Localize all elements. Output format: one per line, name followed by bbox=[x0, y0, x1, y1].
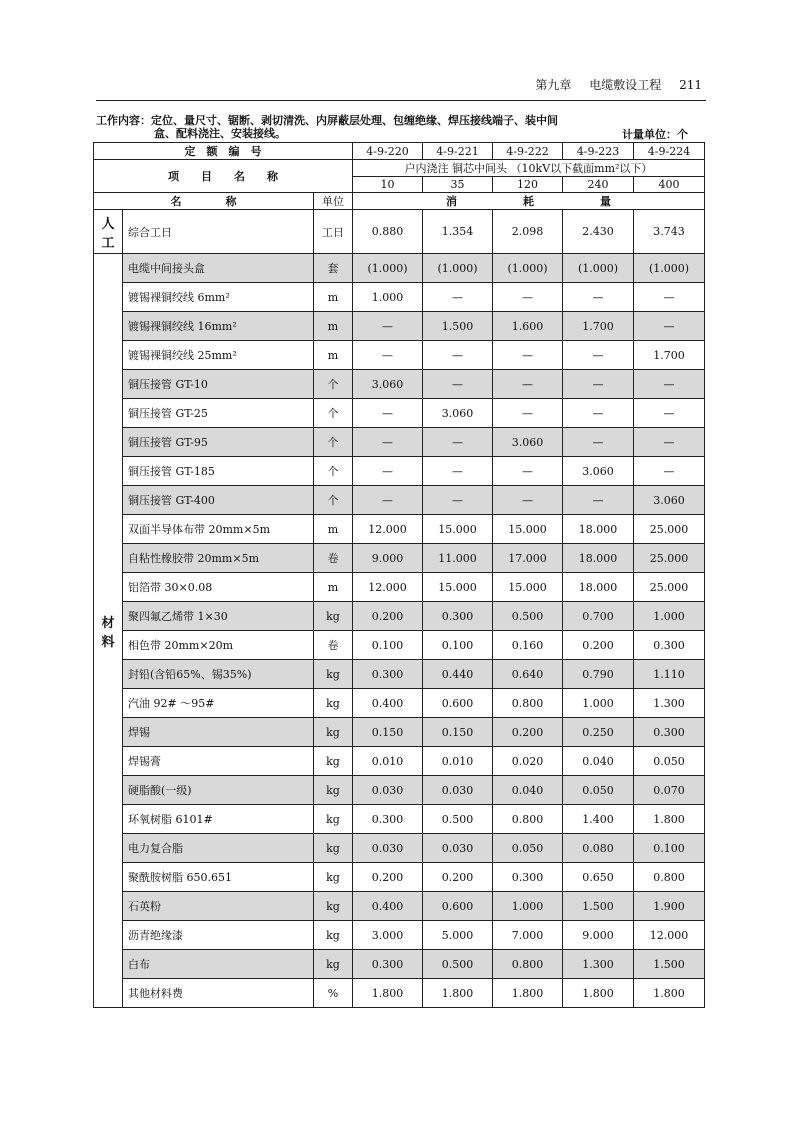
material-unit: kg bbox=[314, 776, 353, 805]
material-value: 1.500 bbox=[634, 950, 705, 979]
material-value: — bbox=[563, 283, 634, 312]
material-unit: 个 bbox=[314, 370, 353, 399]
material-value: 12.000 bbox=[353, 515, 423, 544]
material-name: 焊锡 bbox=[123, 718, 314, 747]
material-name: 镀锡裸铜绞线 25mm² bbox=[123, 341, 314, 370]
material-row bbox=[94, 863, 705, 892]
material-value: — bbox=[493, 370, 563, 399]
material-value: 3.060 bbox=[634, 486, 705, 515]
labor-name: 综合工日 bbox=[123, 210, 314, 254]
material-unit: 个 bbox=[314, 457, 353, 486]
consume-char: 量 bbox=[600, 195, 611, 208]
material-name: 电缆中间接头盒 bbox=[123, 254, 314, 283]
material-value: — bbox=[423, 341, 493, 370]
size-cell: 400 bbox=[634, 177, 705, 193]
material-value: 0.050 bbox=[634, 747, 705, 776]
labor-cat-char: 工 bbox=[101, 235, 115, 251]
material-value: 1.000 bbox=[493, 892, 563, 921]
material-value: 1.300 bbox=[563, 950, 634, 979]
material-value: — bbox=[563, 486, 634, 515]
material-value: — bbox=[353, 341, 423, 370]
material-name: 铜压接管 GT-10 bbox=[123, 370, 314, 399]
material-name: 环氧树脂 6101# bbox=[123, 805, 314, 834]
material-name: 镀锡裸铜绞线 6mm² bbox=[123, 283, 314, 312]
size-cell: 10 bbox=[353, 177, 423, 193]
work-label: 工作内容： bbox=[96, 114, 151, 127]
material-value: (1.000) bbox=[353, 254, 423, 283]
labor-value: 3.743 bbox=[634, 210, 705, 254]
material-unit: 卷 bbox=[314, 631, 353, 660]
material-value: (1.000) bbox=[423, 254, 493, 283]
material-row bbox=[94, 718, 705, 747]
material-value: 0.400 bbox=[353, 689, 423, 718]
material-value: 0.040 bbox=[493, 776, 563, 805]
material-value: — bbox=[634, 457, 705, 486]
material-value: 1.000 bbox=[634, 602, 705, 631]
material-value: 12.000 bbox=[353, 573, 423, 602]
consume-char: 耗 bbox=[523, 195, 534, 208]
material-value: 12.000 bbox=[634, 921, 705, 950]
material-value: 1.500 bbox=[563, 892, 634, 921]
material-value: — bbox=[634, 283, 705, 312]
page-header bbox=[521, 76, 702, 93]
material-name: 汽油 92# ～95# bbox=[123, 689, 314, 718]
size-cell: 120 bbox=[493, 177, 563, 193]
material-name: 铝箔带 30×0.08 bbox=[123, 573, 314, 602]
material-row bbox=[94, 776, 705, 805]
material-value: 0.050 bbox=[493, 834, 563, 863]
material-value: — bbox=[493, 341, 563, 370]
work-line-1: 定位、量尺寸、锯断、剥切清洗、内屏蔽层处理、包缠绝缘、焊压接线端子、装中间 bbox=[151, 114, 558, 127]
material-row bbox=[94, 892, 705, 921]
column-header-row bbox=[94, 193, 705, 210]
material-value: (1.000) bbox=[493, 254, 563, 283]
material-value: 0.010 bbox=[353, 747, 423, 776]
material-unit: kg bbox=[314, 834, 353, 863]
material-unit: kg bbox=[314, 950, 353, 979]
material-value: 1.400 bbox=[563, 805, 634, 834]
material-unit: m bbox=[314, 283, 353, 312]
item-label: 项 目 名 称 bbox=[94, 160, 353, 193]
material-value: 0.300 bbox=[353, 660, 423, 689]
material-value: 0.640 bbox=[493, 660, 563, 689]
material-value: 1.800 bbox=[423, 979, 493, 1008]
material-value: 0.800 bbox=[493, 805, 563, 834]
work-content bbox=[96, 114, 706, 140]
material-row bbox=[94, 370, 705, 399]
material-value: 0.200 bbox=[563, 631, 634, 660]
material-value: 0.200 bbox=[353, 863, 423, 892]
material-value: 0.650 bbox=[563, 863, 634, 892]
material-value: 0.100 bbox=[353, 631, 423, 660]
material-unit: kg bbox=[314, 892, 353, 921]
material-name: 铜压接管 GT-95 bbox=[123, 428, 314, 457]
material-value: 0.800 bbox=[634, 863, 705, 892]
material-value: 0.070 bbox=[634, 776, 705, 805]
material-value: 0.300 bbox=[634, 718, 705, 747]
material-unit: 个 bbox=[314, 399, 353, 428]
material-value: 0.030 bbox=[353, 834, 423, 863]
material-unit: % bbox=[314, 979, 353, 1008]
material-name: 电力复合脂 bbox=[123, 834, 314, 863]
labor-value: 2.098 bbox=[493, 210, 563, 254]
material-unit: kg bbox=[314, 921, 353, 950]
material-value: 0.150 bbox=[353, 718, 423, 747]
material-value: 5.000 bbox=[423, 921, 493, 950]
material-value: 3.060 bbox=[423, 399, 493, 428]
material-name: 铜压接管 GT-400 bbox=[123, 486, 314, 515]
material-row bbox=[94, 341, 705, 370]
material-value: 0.500 bbox=[493, 602, 563, 631]
material-category bbox=[94, 254, 123, 1008]
code-cell: 4-9-222 bbox=[493, 143, 563, 160]
material-value: 7.000 bbox=[493, 921, 563, 950]
material-row bbox=[94, 660, 705, 689]
material-value: 0.010 bbox=[423, 747, 493, 776]
material-name: 沥青绝缘漆 bbox=[123, 921, 314, 950]
material-value: 0.200 bbox=[423, 863, 493, 892]
unit-header: 单位 bbox=[314, 193, 353, 210]
chapter-title: 电缆敷设工程 bbox=[589, 78, 662, 92]
size-cell: 35 bbox=[423, 177, 493, 193]
material-name: 铜压接管 GT-25 bbox=[123, 399, 314, 428]
material-value: (1.000) bbox=[634, 254, 705, 283]
size-cell: 240 bbox=[563, 177, 634, 193]
material-value: — bbox=[423, 428, 493, 457]
material-value: 0.800 bbox=[493, 950, 563, 979]
labor-cat-char: 人 bbox=[101, 216, 115, 232]
page-number: 211 bbox=[679, 78, 702, 92]
consumption-header bbox=[353, 193, 705, 210]
material-value: 3.000 bbox=[353, 921, 423, 950]
material-row bbox=[94, 805, 705, 834]
material-row bbox=[94, 515, 705, 544]
material-value: 3.060 bbox=[563, 457, 634, 486]
material-value: 15.000 bbox=[493, 573, 563, 602]
material-value: — bbox=[634, 370, 705, 399]
material-value: 25.000 bbox=[634, 544, 705, 573]
labor-row bbox=[94, 210, 705, 254]
material-value: 0.150 bbox=[423, 718, 493, 747]
material-row bbox=[94, 950, 705, 979]
material-value: 25.000 bbox=[634, 573, 705, 602]
material-name: 镀锡裸铜绞线 16mm² bbox=[123, 312, 314, 341]
material-value: — bbox=[493, 283, 563, 312]
material-row bbox=[94, 312, 705, 341]
material-name: 聚酰胺树脂 650.651 bbox=[123, 863, 314, 892]
material-unit: kg bbox=[314, 863, 353, 892]
material-row bbox=[94, 747, 705, 776]
material-value: 0.040 bbox=[563, 747, 634, 776]
item-title: 户内浇注 铜芯中间头 （10kV以下截面mm²以下） bbox=[353, 160, 705, 177]
material-value: — bbox=[353, 486, 423, 515]
material-value: 0.500 bbox=[423, 950, 493, 979]
material-unit: kg bbox=[314, 718, 353, 747]
material-name: 自粘性橡胶带 20mm×5m bbox=[123, 544, 314, 573]
material-value: 0.100 bbox=[423, 631, 493, 660]
material-value: 18.000 bbox=[563, 544, 634, 573]
material-value: 0.100 bbox=[634, 834, 705, 863]
code-cell: 4-9-224 bbox=[634, 143, 705, 160]
material-value: — bbox=[423, 283, 493, 312]
material-value: 0.160 bbox=[493, 631, 563, 660]
material-row bbox=[94, 544, 705, 573]
material-unit: m bbox=[314, 573, 353, 602]
material-name: 相色带 20mm×20m bbox=[123, 631, 314, 660]
material-value: — bbox=[423, 370, 493, 399]
material-row bbox=[94, 602, 705, 631]
material-value: 0.600 bbox=[423, 892, 493, 921]
material-value: 1.500 bbox=[423, 312, 493, 341]
material-unit: 套 bbox=[314, 254, 353, 283]
material-value: — bbox=[353, 312, 423, 341]
material-name: 焊锡膏 bbox=[123, 747, 314, 776]
material-unit: kg bbox=[314, 602, 353, 631]
material-row bbox=[94, 486, 705, 515]
material-value: — bbox=[634, 399, 705, 428]
material-row bbox=[94, 834, 705, 863]
material-row bbox=[94, 428, 705, 457]
material-unit: m bbox=[314, 312, 353, 341]
material-unit: kg bbox=[314, 689, 353, 718]
material-value: 1.800 bbox=[634, 805, 705, 834]
material-unit: 个 bbox=[314, 486, 353, 515]
material-value: 17.000 bbox=[493, 544, 563, 573]
quota-code-row bbox=[94, 143, 705, 160]
material-value: 0.080 bbox=[563, 834, 634, 863]
material-value: — bbox=[563, 428, 634, 457]
material-value: 0.020 bbox=[493, 747, 563, 776]
material-value: — bbox=[563, 341, 634, 370]
material-unit: 卷 bbox=[314, 544, 353, 573]
material-value: 1.700 bbox=[563, 312, 634, 341]
material-value: — bbox=[493, 457, 563, 486]
material-value: 0.200 bbox=[493, 718, 563, 747]
material-value: — bbox=[563, 399, 634, 428]
material-value: 1.800 bbox=[353, 979, 423, 1008]
material-value: 25.000 bbox=[634, 515, 705, 544]
material-value: — bbox=[353, 457, 423, 486]
material-value: 11.000 bbox=[423, 544, 493, 573]
material-value: 3.060 bbox=[353, 370, 423, 399]
material-value: — bbox=[423, 486, 493, 515]
material-value: — bbox=[423, 457, 493, 486]
material-cat-char: 料 bbox=[101, 634, 115, 650]
material-value: 18.000 bbox=[563, 573, 634, 602]
material-value: 0.030 bbox=[353, 776, 423, 805]
material-value: — bbox=[353, 428, 423, 457]
material-name: 聚四氟乙烯带 1×30 bbox=[123, 602, 314, 631]
material-unit: kg bbox=[314, 747, 353, 776]
material-cat-char: 材 bbox=[101, 615, 115, 631]
material-value: 1.800 bbox=[634, 979, 705, 1008]
material-unit: 个 bbox=[314, 428, 353, 457]
material-value: 0.030 bbox=[423, 834, 493, 863]
material-name: 石英粉 bbox=[123, 892, 314, 921]
material-row bbox=[94, 689, 705, 718]
material-value: 0.300 bbox=[493, 863, 563, 892]
code-cell: 4-9-223 bbox=[563, 143, 634, 160]
labor-category bbox=[94, 210, 123, 254]
material-value: 1.800 bbox=[493, 979, 563, 1008]
material-value: 0.790 bbox=[563, 660, 634, 689]
code-cell: 4-9-221 bbox=[423, 143, 493, 160]
material-value: 0.030 bbox=[423, 776, 493, 805]
material-value: 15.000 bbox=[423, 573, 493, 602]
material-value: 18.000 bbox=[563, 515, 634, 544]
material-value: 0.400 bbox=[353, 892, 423, 921]
material-name: 硬脂酸(一级) bbox=[123, 776, 314, 805]
labor-value: 2.430 bbox=[563, 210, 634, 254]
material-value: — bbox=[353, 399, 423, 428]
material-value: 15.000 bbox=[493, 515, 563, 544]
material-value: 15.000 bbox=[423, 515, 493, 544]
material-value: — bbox=[493, 486, 563, 515]
material-value: 1.800 bbox=[563, 979, 634, 1008]
material-value: 0.300 bbox=[353, 805, 423, 834]
material-row bbox=[94, 631, 705, 660]
material-name: 白布 bbox=[123, 950, 314, 979]
material-row bbox=[94, 283, 705, 312]
material-value: — bbox=[493, 399, 563, 428]
measure-unit: 计量单位：个 bbox=[622, 128, 688, 141]
material-value: 0.300 bbox=[634, 631, 705, 660]
material-value: 1.900 bbox=[634, 892, 705, 921]
quota-table bbox=[93, 142, 705, 1008]
material-name: 其他材料费 bbox=[123, 979, 314, 1008]
material-row bbox=[94, 254, 705, 283]
material-unit: m bbox=[314, 515, 353, 544]
material-value: 0.300 bbox=[423, 602, 493, 631]
consume-char: 消 bbox=[446, 195, 457, 208]
quota-label: 定 额 编 号 bbox=[94, 143, 353, 160]
material-value: (1.000) bbox=[563, 254, 634, 283]
chapter-label: 第九章 bbox=[535, 78, 572, 92]
material-name: 封铅(含铅65%、锡35%) bbox=[123, 660, 314, 689]
material-value: 0.700 bbox=[563, 602, 634, 631]
material-value: 1.000 bbox=[353, 283, 423, 312]
material-value: 1.110 bbox=[634, 660, 705, 689]
material-value: 9.000 bbox=[563, 921, 634, 950]
material-value: 0.200 bbox=[353, 602, 423, 631]
material-value: 0.600 bbox=[423, 689, 493, 718]
material-name: 铜压接管 GT-185 bbox=[123, 457, 314, 486]
material-row bbox=[94, 979, 705, 1008]
material-unit: m bbox=[314, 341, 353, 370]
material-value: — bbox=[634, 312, 705, 341]
material-value: 0.500 bbox=[423, 805, 493, 834]
material-value: 3.060 bbox=[493, 428, 563, 457]
name-header: 名 称 bbox=[94, 193, 314, 210]
material-name: 双面半导体布带 20mm×5m bbox=[123, 515, 314, 544]
material-value: — bbox=[563, 370, 634, 399]
material-unit: kg bbox=[314, 660, 353, 689]
material-value: 0.800 bbox=[493, 689, 563, 718]
material-row bbox=[94, 921, 705, 950]
code-cell: 4-9-220 bbox=[353, 143, 423, 160]
material-value: 1.600 bbox=[493, 312, 563, 341]
material-unit: kg bbox=[314, 805, 353, 834]
labor-value: 1.354 bbox=[423, 210, 493, 254]
material-value: 1.300 bbox=[634, 689, 705, 718]
material-value: 1.000 bbox=[563, 689, 634, 718]
material-row bbox=[94, 399, 705, 428]
material-value: 0.440 bbox=[423, 660, 493, 689]
material-row bbox=[94, 573, 705, 602]
material-value: 1.700 bbox=[634, 341, 705, 370]
material-row bbox=[94, 457, 705, 486]
material-value: 0.300 bbox=[353, 950, 423, 979]
work-line-2: 盒、配料浇注、安装接线。 bbox=[154, 127, 286, 140]
item-title-row bbox=[94, 160, 705, 177]
material-value: — bbox=[634, 428, 705, 457]
material-value: 0.250 bbox=[563, 718, 634, 747]
header-rule bbox=[96, 100, 706, 101]
labor-unit: 工日 bbox=[314, 210, 353, 254]
labor-value: 0.880 bbox=[353, 210, 423, 254]
material-value: 0.050 bbox=[563, 776, 634, 805]
material-value: 9.000 bbox=[353, 544, 423, 573]
